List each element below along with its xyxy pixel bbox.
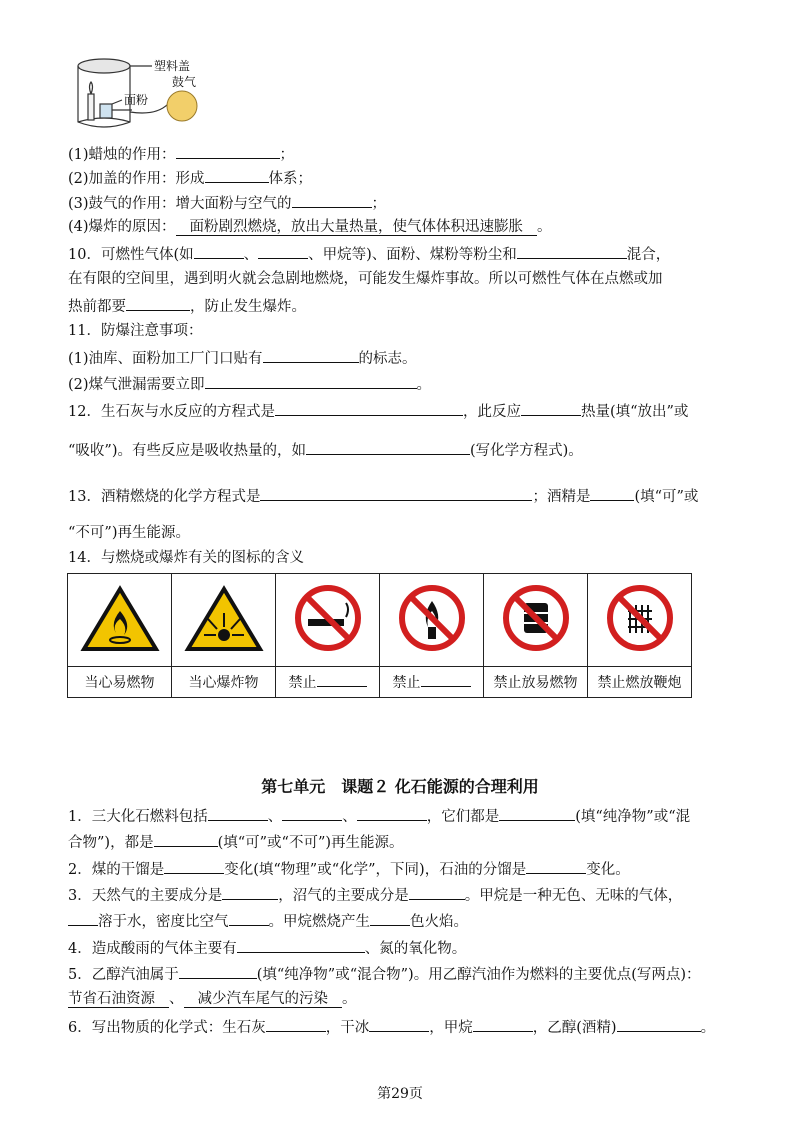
answer-blank[interactable]	[260, 486, 532, 501]
question-text: (填“纯净物”或“混合物”)。用乙醇汽油作为燃料的主要优点(写两点)：	[256, 967, 701, 983]
page-number: 第29页	[377, 1086, 423, 1102]
s1-line-2	[68, 832, 404, 852]
q12-line-2	[68, 440, 583, 460]
question-text: 混合，	[626, 247, 671, 263]
q11-heading: 11．防爆注意事项：	[68, 323, 203, 339]
sign-cell	[588, 574, 692, 667]
answer-blank[interactable]	[266, 1017, 326, 1032]
sign-caption: 当心爆炸物	[172, 667, 276, 698]
question-text: 3．天然气的主要成分是	[68, 888, 223, 904]
question-text: 。	[700, 1020, 716, 1036]
caption-text: 禁止	[288, 675, 317, 691]
answer-blank[interactable]	[409, 885, 465, 900]
question-text: ；酒精是	[532, 489, 591, 505]
no-flammables-icon	[496, 583, 576, 653]
no-fireworks-icon	[600, 583, 680, 653]
answer-blank[interactable]	[306, 440, 470, 455]
answer-blank[interactable]	[292, 193, 372, 208]
question-text: “吸收”)。有些反应是吸收热量的，如	[68, 443, 306, 459]
question-text: 。甲烷燃烧产生	[268, 914, 370, 930]
question-text: 12．生石灰与水反应的方程式是	[68, 404, 275, 420]
question-text: (1)蜡烛的作用：	[68, 147, 176, 163]
sign-caption: 禁止放易燃物	[484, 667, 588, 698]
s5-line-2	[68, 990, 357, 1008]
question-text: 色火焰。	[410, 914, 468, 930]
flour-explosion-apparatus	[66, 52, 226, 138]
answer-blank[interactable]	[473, 1017, 533, 1032]
question-text: ，沼气的主要成分是	[278, 888, 409, 904]
question-text: (3)鼓气的作用：增大面粉与空气的	[68, 196, 292, 212]
answer-blank[interactable]	[421, 674, 471, 687]
q13-line-1	[68, 486, 698, 506]
question-text: 。	[342, 991, 357, 1007]
sign-cell	[172, 574, 276, 667]
sign-caption: 当心易燃物	[68, 667, 172, 698]
question-text: 变化(填“物理”或“化学”，下同)，石油的分馏是	[224, 862, 527, 878]
answer-blank[interactable]	[208, 806, 268, 821]
question-text: 10．可燃性气体(如	[68, 247, 194, 263]
filled-answer: 面粉剧烈燃烧，放出大量热量，使气体体积迅速膨胀	[176, 219, 538, 236]
answer-blank[interactable]	[590, 486, 634, 501]
question-text: ，乙醇(酒精)	[532, 1020, 617, 1036]
question-text: 、	[267, 809, 283, 825]
s5-line-1	[68, 964, 701, 984]
answer-blank[interactable]	[68, 911, 98, 926]
question-text: ；	[279, 147, 295, 163]
q11-item-2	[68, 374, 431, 394]
question-text: (4)爆炸的原因：	[68, 219, 176, 235]
answer-blank[interactable]	[617, 1017, 701, 1032]
question-3-air-role	[68, 193, 386, 213]
no-smoking-icon	[288, 583, 368, 653]
answer-blank[interactable]	[521, 401, 581, 416]
question-text: 、	[169, 991, 184, 1007]
answer-blank[interactable]	[176, 144, 280, 159]
sign-cell	[276, 574, 380, 667]
sign-caption	[276, 667, 380, 698]
question-text: 2．煤的干馏是	[68, 862, 165, 878]
answer-blank[interactable]	[237, 938, 365, 953]
answer-blank[interactable]	[369, 1017, 429, 1032]
question-text: (写化学方程式)。	[469, 443, 583, 459]
s6-line	[68, 1017, 715, 1037]
question-text: 。甲烷是一种无色、无味的气体，	[464, 888, 683, 904]
answer-blank[interactable]	[205, 168, 269, 183]
question-text: 1．三大化石燃料包括	[68, 809, 208, 825]
answer-blank[interactable]	[205, 374, 417, 389]
question-text: 溶于水，密度比空气	[98, 914, 229, 930]
sign-cell	[484, 574, 588, 667]
question-text: (2)加盖的作用：形成	[68, 171, 205, 187]
q11-item-1	[68, 348, 417, 368]
q13-line-2: “不可”)再生能源。	[68, 525, 190, 541]
answer-blank[interactable]	[164, 859, 224, 874]
caption-text: 禁止	[392, 675, 421, 691]
question-text: ，此反应	[462, 404, 521, 420]
question-1-candle-role	[68, 144, 294, 164]
q10-line-1	[68, 244, 670, 264]
filled-answer: 减少汽车尾气的污染	[184, 991, 343, 1008]
answer-blank[interactable]	[263, 348, 359, 363]
sign-cell	[380, 574, 484, 667]
question-text: (2)煤气泄漏需要立即	[68, 377, 205, 393]
section-title: 第七单元 课题２ 化石能源的合理利用	[261, 777, 539, 796]
sign-caption	[380, 667, 484, 698]
question-text: 热量(填“放出”或	[580, 404, 689, 420]
question-text: 。	[416, 377, 432, 393]
question-text: (填“可”或	[634, 489, 699, 505]
question-text: 13．酒精燃烧的化学方程式是	[68, 489, 261, 505]
question-text: 、	[243, 247, 259, 263]
q10-line-2: 在有限的空间里，遇到明火就会急剧地燃烧，可能发生爆炸事故。所以可燃性气体在点燃或加	[68, 271, 663, 287]
answer-blank[interactable]	[126, 296, 190, 311]
question-text: 热前都要	[68, 299, 126, 315]
s1-line-1	[68, 806, 690, 826]
answer-blank[interactable]	[222, 885, 278, 900]
flammable-warning-icon	[80, 583, 160, 653]
question-text: 、	[342, 809, 357, 825]
no-open-flame-icon	[392, 583, 472, 653]
explosive-warning-icon	[184, 583, 264, 653]
question-text: ，防止发生爆炸。	[190, 299, 306, 315]
question-4-explosion-cause	[68, 218, 552, 236]
s3-line-2	[68, 911, 468, 931]
q10-line-3	[68, 296, 306, 316]
s3-line-1	[68, 885, 682, 905]
answer-blank[interactable]	[517, 244, 627, 259]
question-text: 4．造成酸雨的气体主要有	[68, 941, 237, 957]
answer-blank[interactable]	[179, 964, 257, 979]
question-text: 6．写出物质的化学式：生石灰	[68, 1020, 266, 1036]
question-text: ，它们都是	[426, 809, 500, 825]
question-text: ，甲烷	[429, 1020, 473, 1036]
answer-blank[interactable]	[357, 806, 427, 821]
sign-cell	[68, 574, 172, 667]
s4-line	[68, 938, 466, 958]
answer-blank[interactable]	[154, 832, 218, 847]
q12-line-1	[68, 401, 688, 421]
answer-blank[interactable]	[229, 911, 269, 926]
question-text: 合物”)，都是	[68, 835, 154, 851]
answer-blank[interactable]	[275, 401, 463, 416]
question-text: ；	[371, 196, 387, 212]
answer-blank[interactable]	[499, 806, 575, 821]
question-text: 变化。	[586, 862, 630, 878]
question-text: (1)油库、面粉加工厂门口贴有	[68, 351, 263, 367]
question-text: 体系；	[268, 171, 313, 187]
answer-blank[interactable]	[258, 244, 308, 259]
figure-label-air: 鼓气	[172, 75, 197, 89]
question-text: 、甲烷等)、面粉、煤粉等粉尘和	[308, 247, 517, 263]
question-text: (填“可”或“不可”)再生能源。	[217, 835, 404, 851]
question-text: 。	[537, 219, 552, 235]
figure-label-cap: 塑料盖	[154, 59, 191, 73]
sign-caption: 禁止燃放鞭炮	[588, 667, 692, 698]
answer-blank[interactable]	[370, 911, 410, 926]
question-2-lid-role	[68, 168, 312, 188]
question-text: (填“纯净物”或“混	[575, 809, 691, 825]
question-text: 的标志。	[358, 351, 417, 367]
answer-blank[interactable]	[282, 806, 342, 821]
question-text: 、氮的氧化物。	[364, 941, 467, 957]
question-text: 5．乙醇汽油属于	[68, 967, 179, 983]
question-text: ，干冰	[325, 1020, 370, 1036]
s2-line	[68, 859, 630, 879]
q14-heading: 14．与燃烧或爆炸有关的图标的含义	[68, 550, 304, 566]
figure-label-flour: 面粉	[124, 93, 149, 107]
answer-blank[interactable]	[317, 674, 367, 687]
fire-safety-signs-table	[67, 573, 692, 698]
answer-blank[interactable]	[194, 244, 244, 259]
filled-answer: 节省石油资源	[68, 991, 169, 1008]
answer-blank[interactable]	[526, 859, 586, 874]
